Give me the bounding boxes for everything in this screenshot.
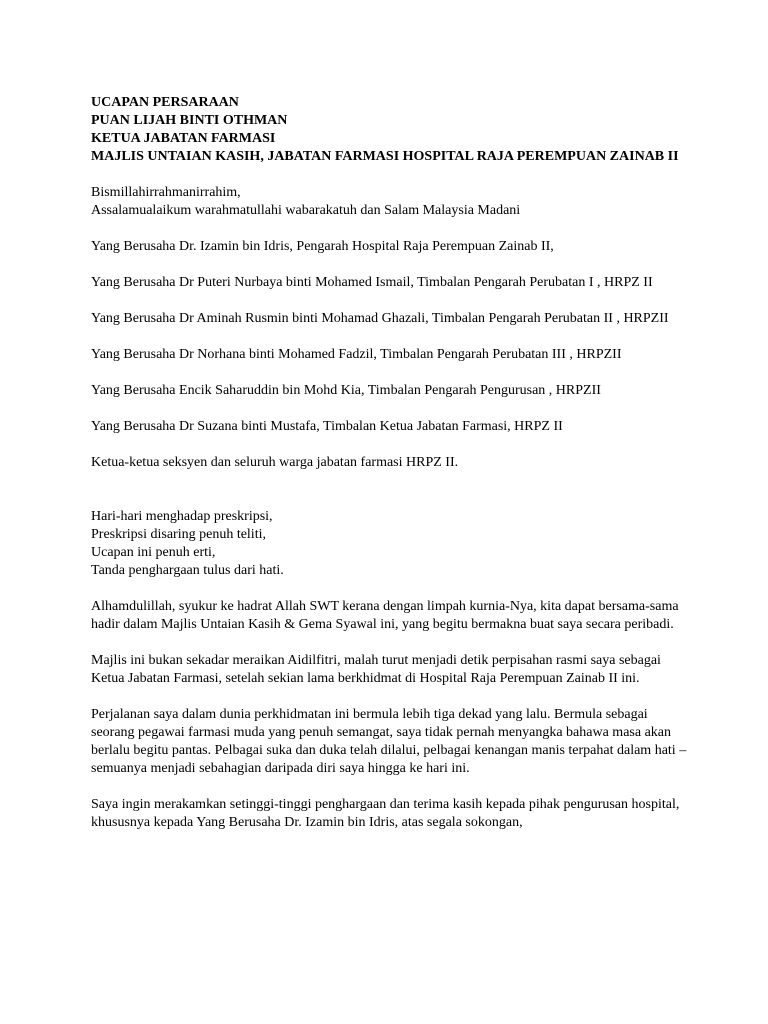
pantun-line: Ucapan ini penuh erti, — [91, 545, 216, 560]
salutation: Yang Berusaha Dr Suzana binti Mustafa, Timbalan Ketua Jabatan Farmasi, HRPZ II — [91, 419, 563, 434]
body-paragraph: Majlis ini bukan sekadar meraikan Aidilfitri, malah turut menjadi detik perpisahan rasmi saya sebagai Ketua Jabatan Farmasi, setelah sekian lama berkhidmat di Hospital Raja Perempuan Zainab II ini. — [91, 653, 661, 686]
pantun-verse — [91, 508, 688, 580]
greeting — [91, 184, 688, 220]
body-paragraph: Saya ingin merakamkan setinggi-tinggi penghargaan dan terima kasih kepada pihak pengurusan hospital, khususnya kepada Yang Berusaha Dr. Izamin bin Idris, atas segala sokongan, — [91, 797, 680, 830]
greeting-line: Bismillahirrahmanirrahim, — [91, 185, 241, 200]
body-paragraph: Perjalanan saya dalam dunia perkhidmatan ini bermula lebih tiga dekad yang lalu. Bermula sebagai seorang pegawai farmasi muda yang penuh semangat, saya tidak pernah menyangka bahawa masa akan berlalu begitu pantas. Pelbagai suka dan duka telah dilalui, pelbagai kenangan manis terpahat dalam hati – semuanya menjadi sebahagian daripada diri saya hingga ke hari ini. — [91, 707, 687, 776]
speech-heading — [91, 94, 688, 166]
salutation: Yang Berusaha Dr Norhana binti Mohamed Fadzil, Timbalan Pengarah Perubatan III , HRPZII — [91, 347, 622, 362]
salutation: Yang Berusaha Dr Aminah Rusmin binti Mohamad Ghazali, Timbalan Pengarah Perubatan II , HRPZII — [91, 311, 669, 326]
salutation: Yang Berusaha Dr Puteri Nurbaya binti Mohamed Ismail, Timbalan Pengarah Perubatan I , HRPZ II — [91, 275, 653, 290]
greeting-line: Assalamualaikum warahmatullahi wabarakatuh dan Salam Malaysia Madani — [91, 203, 521, 218]
salutation: Yang Berusaha Dr. Izamin bin Idris, Pengarah Hospital Raja Perempuan Zainab II, — [91, 239, 554, 254]
heading-position: KETUA JABATAN FARMASI — [91, 131, 276, 146]
salutation: Yang Berusaha Encik Saharuddin bin Mohd Kia, Timbalan Pengarah Pengurusan , HRPZII — [91, 383, 601, 398]
body-paragraph: Alhamdulillah, syukur ke hadrat Allah SWT kerana dengan limpah kurnia-Nya, kita dapat bersama-sama hadir dalam Majlis Untaian Kasih & Gema Syawal ini, yang begitu bermakna buat saya secara peribadi. — [91, 599, 679, 632]
pantun-line: Tanda penghargaan tulus dari hati. — [91, 563, 284, 578]
heading-event: MAJLIS UNTAIAN KASIH, JABATAN FARMASI HOSPITAL RAJA PEREMPUAN ZAINAB II — [91, 149, 679, 164]
heading-speaker: PUAN LIJAH BINTI OTHMAN — [91, 113, 288, 128]
pantun-line: Preskripsi disaring penuh teliti, — [91, 527, 266, 542]
salutation: Ketua-ketua seksyen dan seluruh warga jabatan farmasi HRPZ II. — [91, 455, 459, 470]
pantun-line: Hari-hari menghadap preskripsi, — [91, 509, 273, 524]
heading-title: UCAPAN PERSARAAN — [91, 95, 239, 110]
